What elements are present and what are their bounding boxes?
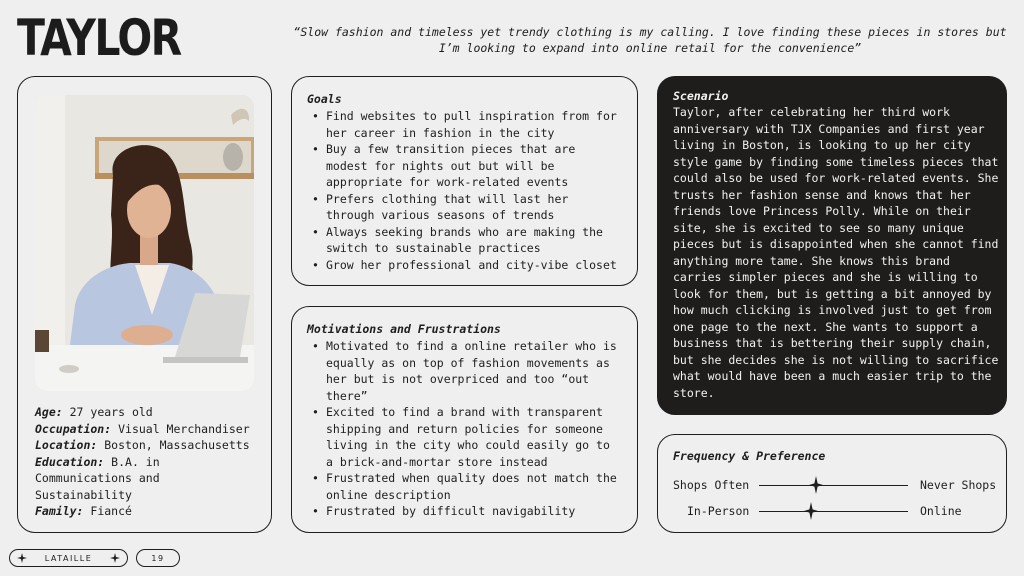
- slider-star-icon: [809, 476, 823, 494]
- sparkle-icon: [110, 553, 120, 563]
- detail-occupation: Occupation: Visual Merchandiser: [35, 421, 250, 436]
- list-item: • Grow her professional and city-vibe closet: [310, 257, 623, 274]
- motivations-list: [310, 338, 623, 520]
- brand-pill: [9, 549, 128, 567]
- scenario-card: [657, 76, 1007, 415]
- sparkle-icon: [17, 553, 27, 563]
- list-item: • Frustrated when quality does not match the online description: [310, 470, 623, 503]
- motivations-card: [291, 306, 638, 533]
- profile-details: [35, 404, 260, 520]
- slider-left-label: Shops Often: [673, 478, 750, 492]
- detail-age: Age: 27 years old: [35, 405, 153, 419]
- motivations-title: Motivations and Frustrations: [307, 322, 501, 336]
- persona-quote: “Slow fashion and timeless yet trendy clothing is my calling. I love finding these pieces in stores but I’m looking to expand into online retail for the convenience”: [293, 25, 1007, 55]
- slider-channel-preference: [658, 502, 1008, 520]
- slider-shopping-frequency: [658, 476, 1008, 494]
- slider-track: [759, 485, 908, 486]
- list-item: • Find websites to pull inspiration from for her career in fashion in the city: [310, 108, 623, 141]
- slider-right-label: Online: [920, 504, 962, 518]
- profile-photo-illustration: [35, 95, 254, 391]
- list-item: • Always seeking brands who are making the switch to sustainable practices: [310, 224, 623, 257]
- profile-photo: [35, 95, 254, 391]
- detail-location: Location: Boston, Massachusetts: [35, 438, 250, 452]
- slider-track: [759, 511, 908, 512]
- brand-name: LATAILLE: [44, 553, 93, 563]
- page-number: 19: [136, 549, 180, 567]
- slider-right-label: Never Shops: [920, 478, 997, 492]
- persona-name: TAYLOR: [17, 9, 181, 67]
- scenario-title: Scenario: [673, 89, 729, 103]
- goals-list: [310, 108, 623, 273]
- goals-card: [291, 76, 638, 286]
- profile-card: [17, 76, 272, 533]
- list-item: • Prefers clothing that will last her through various seasons of trends: [310, 191, 623, 224]
- frequency-card: [657, 434, 1007, 533]
- list-item: • Buy a few transition pieces that are modest for nights out but will be appropriate for work-related events: [310, 141, 623, 191]
- list-item: • Frustrated by difficult navigability: [310, 503, 623, 520]
- list-item: • Excited to find a brand with transparent shipping and return policies for someone living in the city who could easily go to a brick-and-mortar store instead: [310, 404, 623, 470]
- slider-left-label: In-Person: [687, 504, 750, 518]
- slider-star-icon: [804, 502, 818, 520]
- frequency-title: Frequency & Preference: [673, 449, 826, 463]
- list-item: • Motivated to find a online retailer who is equally as on top of fashion movements as her but is not overpriced and too “out there”: [310, 338, 623, 404]
- detail-family: Family: Fiancé: [35, 504, 132, 518]
- detail-education: Education: B.A. in Communications and Sustainability: [35, 454, 160, 502]
- goals-title: Goals: [307, 92, 342, 106]
- scenario-text: Taylor, after celebrating her third work anniversary with TJX Companies and first year living in Boston, is looking to up her city style game by finding some timeless pieces that could also be used for work-related events. She trusts her fashion sense and knows that her friends love Princess Polly. While on their site, she is excited to see so many unique pieces but is disappointed when she cannot find anything more tame. She knows this brand carries simpler pieces and she is willing to look for them, but is getting a bit annoyed by how much clicking is involved just to get from one page to the next. She wants to support a business that is bettering their supply chain, but she decides she is not willing to sacrifice what would have been a much easier trip to the store.: [673, 105, 999, 400]
